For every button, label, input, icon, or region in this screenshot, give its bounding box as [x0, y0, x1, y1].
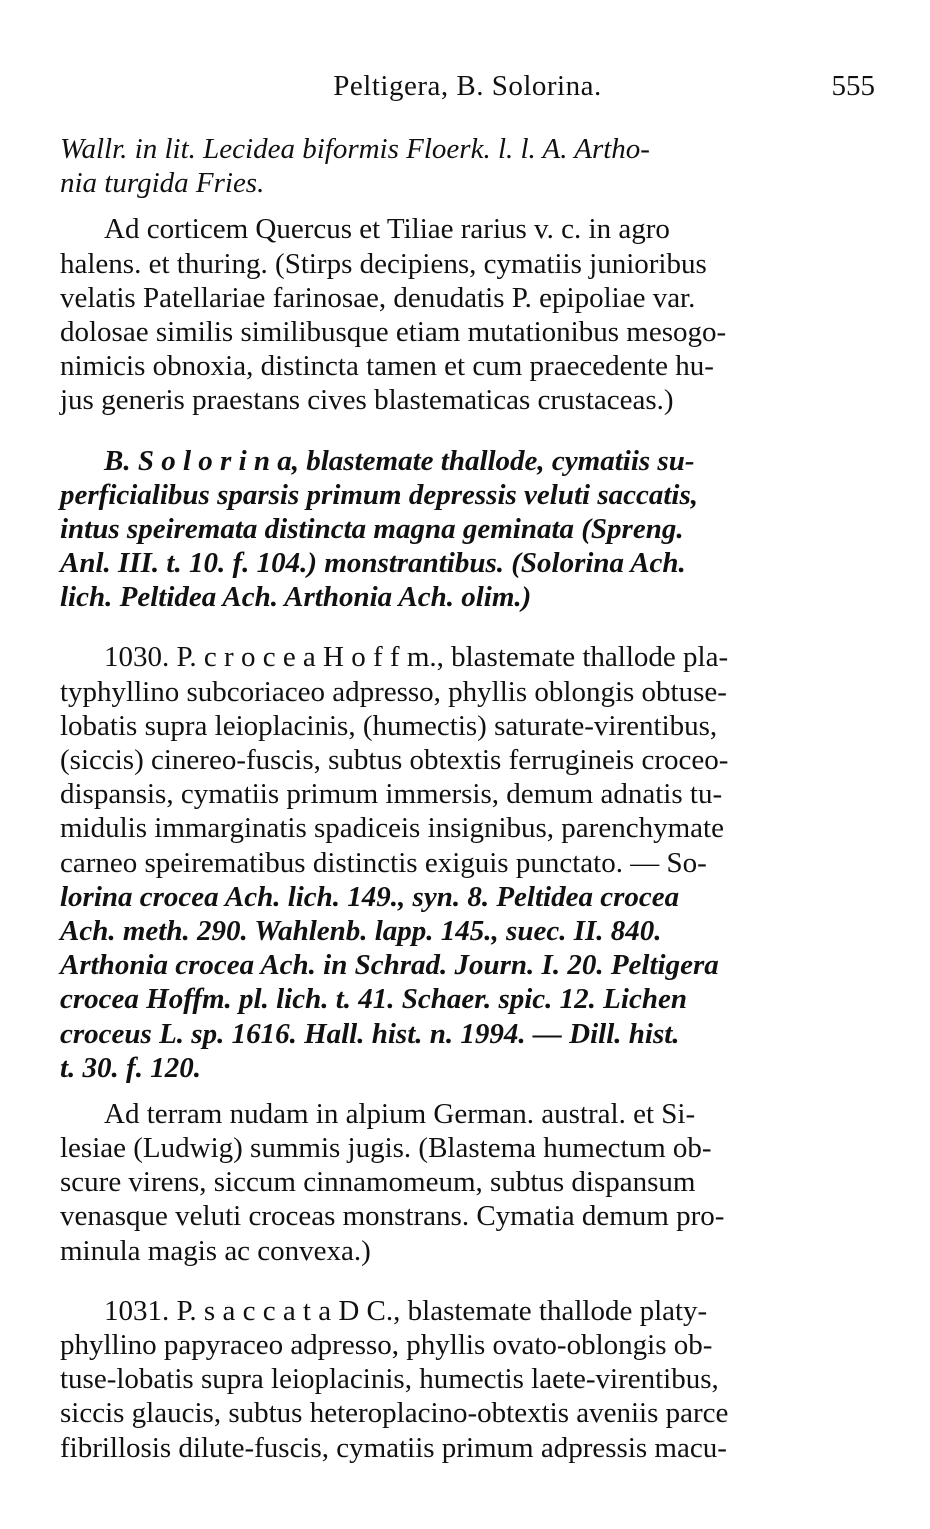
text-line: Wallr. in lit. Lecidea biformis Floerk. l. l. A. Artho-: [60, 133, 650, 165]
synonym-line: Arthonia crocea Ach. in Schrad. Journ. I. 20. Peltigera: [60, 949, 719, 982]
species-entry-1030: [60, 640, 870, 1084]
text-line: fibrillosis dilute-fuscis, cymatiis primum adpressis macu-: [60, 1431, 727, 1464]
species-entry-1031: [60, 1294, 870, 1465]
running-title: Peltigera, B. Solorina.: [333, 70, 602, 102]
text-line: siccis glaucis, subtus heteroplacino-obtextis aveniis parce: [60, 1397, 729, 1430]
text-line: phyllino papyraceo adpresso, phyllis ovato-oblongis ob-: [60, 1329, 713, 1361]
synonym-line: lorina crocea Ach. lich. 149., syn. 8. Peltidea crocea: [60, 880, 680, 913]
text-line: jus generis praestans cives blastematicas crustaceas.): [60, 384, 674, 417]
text-line: (siccis) cinereo-fuscis, subtus obtextis ferrugineis croceo-: [60, 744, 729, 776]
text-line: tuse-lobatis supra leioplacinis, humectis laete-virentibus,: [60, 1363, 719, 1396]
paragraph-section-solorina: [60, 444, 870, 615]
text-line: perficialibus sparsis primum depressis veluti saccatis,: [60, 478, 699, 511]
synonym-line: croceus L. sp. 1616. Hall. hist. n. 1994. — Dill. hist.: [60, 1017, 680, 1050]
text-line: typhyllino subcoriaceo adpresso, phyllis oblongis obtuse-: [60, 675, 727, 708]
spacer: [60, 1268, 870, 1294]
spacer: [60, 418, 870, 444]
text-line: nimicis obnoxia, distincta tamen et cum praecedente hu-: [60, 350, 714, 383]
synonym-line: Ach. meth. 290. Wahlenb. lapp. 145., suec. II. 840.: [60, 914, 662, 947]
running-head: [60, 70, 875, 110]
text-line: intus speiremata distincta magna geminata (Spreng.: [60, 512, 684, 545]
page-number: 555: [831, 70, 875, 102]
text-line: scure virens, siccum cinnamomeum, subtus dispansum: [60, 1166, 696, 1199]
section-heading-line: B. S o l o r i n a, blastemate thallode, cymatiis su-: [104, 444, 695, 477]
paragraph-habitat: [60, 212, 870, 417]
text-line: halens. et thuring. (Stirps decipiens, cymatiis junioribus: [60, 247, 707, 280]
text-line: minula magis ac convexa.): [60, 1234, 371, 1267]
text-line: Ad corticem Quercus et Tiliae rarius v. c. in agro: [104, 213, 670, 246]
text-line: midulis immarginatis spadiceis insignibus, parenchymate: [60, 812, 724, 845]
text-line: carneo speirematibus distinctis exiguis punctato. — So-: [60, 846, 707, 879]
text-line: velatis Patellariae farinosae, denudatis P. epipoliae var.: [60, 281, 696, 314]
synonym-line: t. 30. f. 120.: [60, 1051, 201, 1084]
paragraph-habitat-1030: [60, 1097, 870, 1268]
spacer: [60, 1085, 870, 1097]
text-line: lesiae (Ludwig) summis jugis. (Blastema humectum ob-: [60, 1132, 712, 1165]
body-text: [60, 132, 870, 1465]
text-line: venasque veluti croceas monstrans. Cymatia demum pro-: [60, 1200, 725, 1233]
paragraph-synonyms-continuation: [60, 132, 870, 200]
spacer: [60, 200, 870, 212]
text-line: dolosae similis similibusque etiam mutationibus mesogo-: [60, 315, 727, 348]
synonym-line: crocea Hoffm. pl. lich. t. 41. Schaer. spic. 12. Lichen: [60, 983, 687, 1016]
text-line: Anl. III. t. 10. f. 104.) monstrantibus. (Solorina Ach.: [60, 547, 686, 580]
text-line: nia turgida Fries.: [60, 167, 265, 200]
species-heading-line: 1030. P. c r o c e a H o f f m., blastemate thallode pla-: [104, 641, 729, 674]
text-line: lich. Peltidea Ach. Arthonia Ach. olim.): [60, 581, 532, 614]
text-line: Ad terram nudam in alpium German. austral. et Si-: [104, 1097, 696, 1130]
species-heading-line: 1031. P. s a c c a t a D C., blastemate thallode platy-: [104, 1294, 708, 1327]
spacer: [60, 614, 870, 640]
text-line: lobatis supra leioplacinis, (humectis) saturate-virentibus,: [60, 709, 718, 742]
text-line: dispansis, cymatiis primum immersis, demum adnatis tu-: [60, 778, 723, 811]
